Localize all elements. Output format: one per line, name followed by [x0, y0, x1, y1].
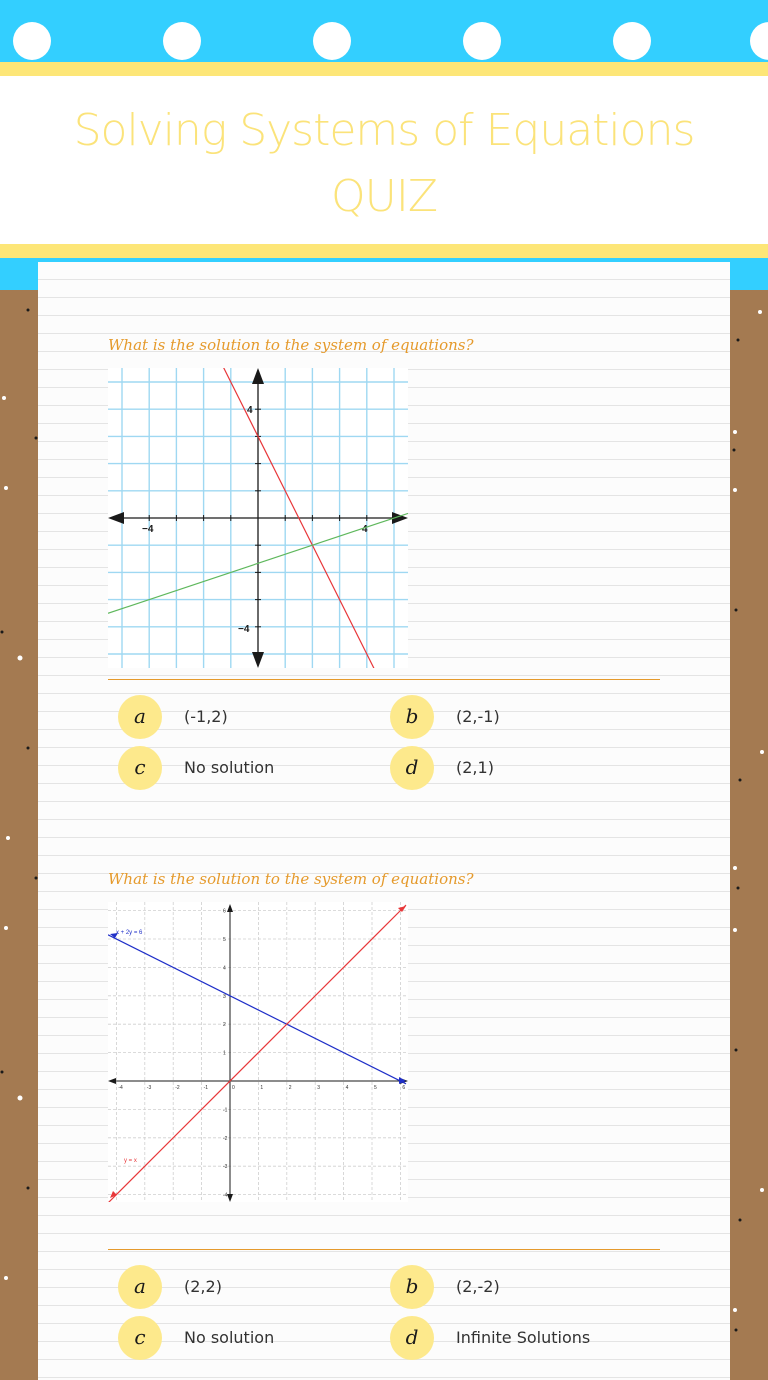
graph-1-y-tick-label: −4: [238, 624, 250, 635]
option-letter-badge: b: [390, 695, 434, 739]
graph-2-x-tick-label: -3: [146, 1085, 152, 1091]
page-subtitle: QUIZ: [331, 171, 437, 222]
polka-dot: [13, 22, 51, 60]
arrow-left-icon: [108, 1078, 116, 1084]
graph-2-x-tick-label: -1: [203, 1085, 209, 1091]
option-letter-badge: d: [390, 1316, 434, 1360]
graph-2-x-tick-label: 6: [402, 1085, 406, 1091]
option-letter-badge: c: [118, 1316, 162, 1360]
option-text: (-1,2): [184, 707, 228, 726]
page-title: Solving Systems of Equations: [73, 105, 695, 156]
graph-2-y-tick-label: -1: [223, 1107, 228, 1114]
polka-dot-row: [0, 0, 768, 62]
graph-2-line-label-blue: x + 2y = 6: [116, 930, 143, 936]
option-text: Infinite Solutions: [456, 1328, 591, 1347]
graph-2-grid: [108, 902, 408, 1202]
arrow-up-icon: [252, 368, 264, 384]
yellow-stripe-top: [0, 62, 768, 76]
graph-2-y-tick-label: 2: [223, 1022, 226, 1029]
polka-dot: [750, 22, 768, 60]
graph-2-x-tick-label: -4: [118, 1085, 123, 1091]
polka-dot: [613, 22, 651, 60]
question-2-graph: [108, 902, 408, 1202]
option-text: (2,2): [184, 1277, 222, 1296]
arrow-down-icon: [252, 652, 264, 668]
graph-2-x-tick-label: 0: [232, 1085, 235, 1091]
option-letter-badge: b: [390, 1265, 434, 1309]
polka-dot: [463, 22, 501, 60]
polka-dot: [163, 22, 201, 60]
graph-2-x-tick-label: 2: [288, 1085, 292, 1091]
option-text: (2,-1): [456, 707, 500, 726]
question-1-graph: [108, 368, 408, 668]
option-text: No solution: [184, 1328, 275, 1347]
graph-1-y-tick-label: 4: [247, 405, 253, 416]
graph-1-x-tick-label: 4: [362, 524, 368, 535]
graph-2-y-tick-label: 3: [223, 993, 226, 1000]
option-text: No solution: [184, 758, 275, 777]
question-1-prompt: What is the solution to the system of equations?: [108, 336, 474, 354]
graph-2-x-tick-label: -2: [175, 1085, 180, 1091]
graph-2-x-tick-label: 4: [345, 1085, 349, 1091]
graph-2-x-tick-label: 3: [317, 1085, 320, 1091]
graph-2-y-tick-label: -2: [223, 1135, 228, 1142]
option-letter-badge: a: [118, 1265, 162, 1309]
arrow-left-icon: [108, 512, 124, 524]
yellow-stripe-bottom: [0, 244, 768, 258]
question-1-divider: [108, 679, 660, 680]
option-text: (2,1): [456, 758, 494, 777]
arrow-down-icon: [227, 1194, 233, 1202]
option-letter-badge: a: [118, 695, 162, 739]
graph-2-y-tick-label: -4: [223, 1192, 228, 1199]
question-2-divider: [108, 1249, 660, 1250]
graph-1-x-tick-label: −4: [142, 524, 154, 535]
graph-2-y-tick-label: 1: [223, 1050, 226, 1057]
graph-2-x-tick-label: 1: [260, 1085, 264, 1091]
graph-2-red-line: [108, 905, 406, 1202]
option-letter-badge: c: [118, 746, 162, 790]
graph-2-line-label-red: y = x: [124, 1158, 137, 1164]
polka-dot: [313, 22, 351, 60]
option-text: (2,-2): [456, 1277, 500, 1296]
title-box: [0, 76, 768, 244]
graph-2-x-tick-label: 5: [374, 1085, 377, 1091]
question-2-prompt: What is the solution to the system of equations?: [108, 870, 474, 888]
graph-2-y-tick-label: 6: [223, 908, 226, 915]
graph-2-y-tick-label: 4: [223, 965, 226, 972]
arrow-up-icon: [227, 904, 233, 912]
graph-2-blue-line: [108, 935, 406, 1084]
option-letter-badge: d: [390, 746, 434, 790]
graph-2-y-tick-label: 5: [223, 937, 226, 943]
graph-2-y-tick-label: -3: [223, 1164, 228, 1171]
